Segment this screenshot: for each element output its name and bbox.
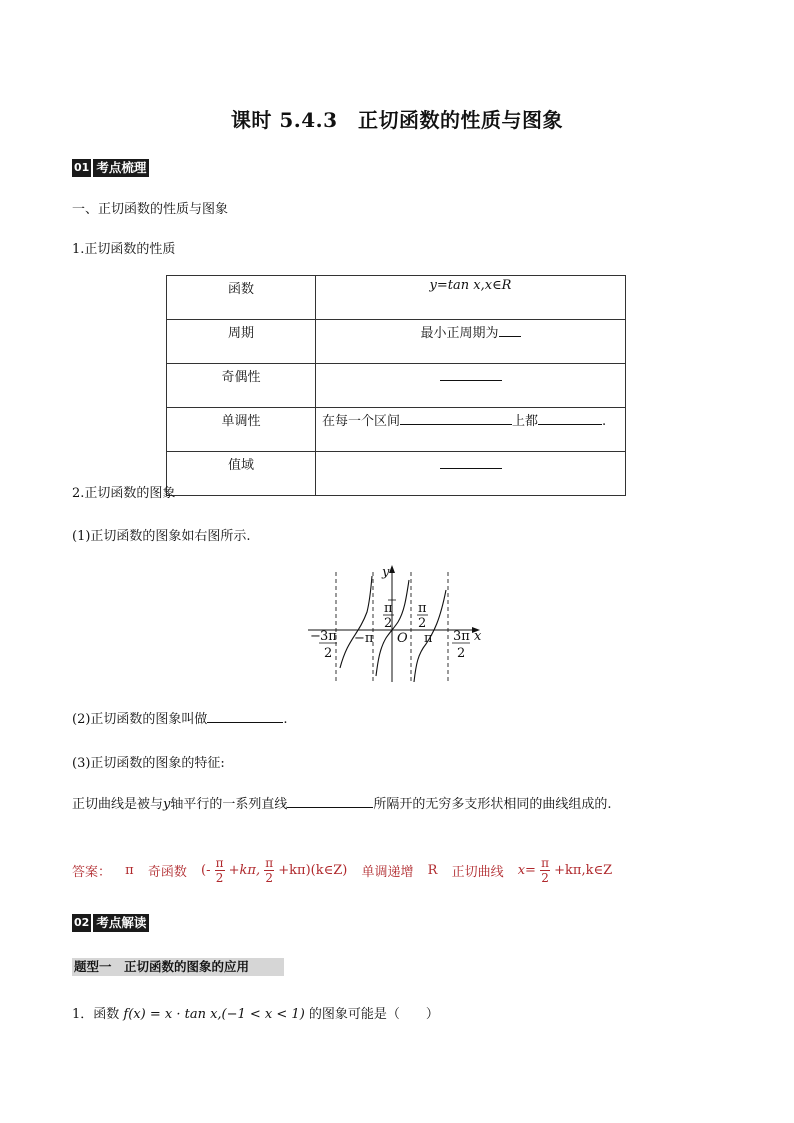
page-title: 课时 5.4.3 正切函数的性质与图象 bbox=[230, 108, 564, 132]
answer-item: 正切曲线 bbox=[451, 865, 504, 880]
table-row bbox=[167, 276, 626, 320]
two-label: 2 bbox=[457, 646, 466, 661]
heading-properties: 一、正切函数的性质与图象 bbox=[72, 202, 229, 217]
cell-text: 在每一个区间 bbox=[322, 414, 401, 429]
table-cell: y=tan x,x∈R bbox=[316, 276, 626, 320]
answer-item: 奇函数 bbox=[147, 865, 187, 880]
answer-text: (- bbox=[201, 863, 211, 878]
fill-blank bbox=[207, 708, 283, 723]
origin-label: O bbox=[397, 631, 408, 646]
answer-label: 答案： bbox=[72, 865, 112, 880]
fraction-num: π bbox=[541, 856, 549, 870]
table-cell: 函数 bbox=[167, 276, 316, 320]
question-1 bbox=[72, 1003, 439, 1022]
two-label: 2 bbox=[324, 646, 333, 661]
question-number: 1．函数 bbox=[72, 1007, 120, 1022]
3pi-label: 3π bbox=[453, 629, 470, 644]
table-cell bbox=[316, 364, 626, 408]
answer-text: +kπ)(k∈Z) bbox=[278, 863, 348, 878]
pi-half-num: π bbox=[418, 601, 427, 616]
tangent-graph bbox=[300, 560, 500, 686]
answer-item: 单调递增 bbox=[361, 865, 414, 880]
table-cell: 值域 bbox=[167, 452, 316, 496]
fill-blank bbox=[440, 366, 502, 381]
section-label: 考点梳理 bbox=[93, 159, 149, 177]
table-cell bbox=[316, 452, 626, 496]
answer-text: x= bbox=[517, 863, 536, 878]
line-4 bbox=[72, 793, 612, 812]
fraction-den: 2 bbox=[265, 871, 273, 885]
tangent-branch bbox=[340, 576, 372, 668]
answer-item: π bbox=[125, 863, 134, 878]
neg-sign-label: − bbox=[310, 629, 321, 644]
fill-blank bbox=[499, 322, 521, 337]
two-label: 2 bbox=[384, 616, 393, 631]
line-2 bbox=[72, 708, 288, 727]
properties-table bbox=[166, 275, 626, 496]
neg-pi-label: −π bbox=[354, 631, 374, 646]
table-row bbox=[167, 364, 626, 408]
section-number: 01 bbox=[72, 159, 91, 177]
fraction bbox=[264, 856, 274, 885]
answer-line bbox=[72, 856, 622, 885]
table-cell: 奇偶性 bbox=[167, 364, 316, 408]
fill-blank bbox=[538, 410, 602, 425]
section-number: 02 bbox=[72, 914, 91, 932]
question-type-bar: 题型一 正切函数的图象的应用 bbox=[72, 958, 284, 976]
y-axis-label: y bbox=[382, 565, 390, 580]
pi-label: π bbox=[424, 631, 433, 646]
table-cell bbox=[316, 408, 626, 452]
section-badge-2 bbox=[72, 913, 149, 933]
line-text: (2)正切函数的图象叫做 bbox=[72, 712, 208, 727]
line-text: y bbox=[163, 797, 171, 812]
heading-graph: 2.正切函数的图象 bbox=[72, 486, 176, 501]
table-cell: 单调性 bbox=[167, 408, 316, 452]
answer-text: +kπ,k∈Z bbox=[554, 863, 613, 878]
section-label: 考点解读 bbox=[93, 914, 149, 932]
table-row bbox=[167, 408, 626, 452]
question-formula: f(x) = x · tan x,(−1 < x < 1) bbox=[123, 1007, 305, 1022]
heading-properties-sub: 1.正切函数的性质 bbox=[72, 242, 176, 257]
answer-item: R bbox=[427, 863, 438, 878]
table-cell: 周期 bbox=[167, 320, 316, 364]
y-arrow-icon bbox=[389, 565, 395, 573]
fill-blank bbox=[287, 793, 373, 808]
fraction bbox=[540, 856, 550, 885]
fraction-num: π bbox=[265, 856, 274, 870]
cell-text: 最小正周期为 bbox=[420, 326, 499, 341]
cell-text: . bbox=[602, 414, 607, 429]
fill-blank bbox=[400, 410, 512, 425]
line-text: 正切曲线是被与 bbox=[72, 797, 164, 812]
line-text: . bbox=[283, 712, 288, 727]
graph-caption: (1)正切函数的图象如右图所示. bbox=[72, 529, 251, 544]
fraction-den: 2 bbox=[215, 871, 224, 885]
pi-half-num: π bbox=[384, 601, 393, 616]
table-row bbox=[167, 320, 626, 364]
section-badge-1 bbox=[72, 158, 149, 178]
line-text: 所隔开的无穷多支形状相同的曲线组成的. bbox=[373, 797, 612, 812]
fill-blank bbox=[440, 454, 502, 469]
table-row bbox=[167, 452, 626, 496]
cell-text: 上都 bbox=[512, 414, 539, 429]
fraction-num: π bbox=[215, 856, 224, 870]
fraction-den: 2 bbox=[541, 871, 549, 885]
answer-text: +kπ, bbox=[228, 863, 261, 878]
neg-3pi-label: 3π bbox=[320, 629, 337, 644]
line-text: 轴平行的一系列直线 bbox=[170, 797, 288, 812]
fraction bbox=[215, 856, 225, 885]
answer-asymptote bbox=[518, 856, 612, 885]
x-axis-label: x bbox=[474, 629, 482, 644]
line-3: (3)正切函数的图象的特征: bbox=[72, 756, 225, 771]
question-text: 的图象可能是（ ） bbox=[308, 1007, 439, 1022]
answer-interval bbox=[201, 856, 347, 885]
two-label: 2 bbox=[418, 616, 427, 631]
table-cell bbox=[316, 320, 626, 364]
